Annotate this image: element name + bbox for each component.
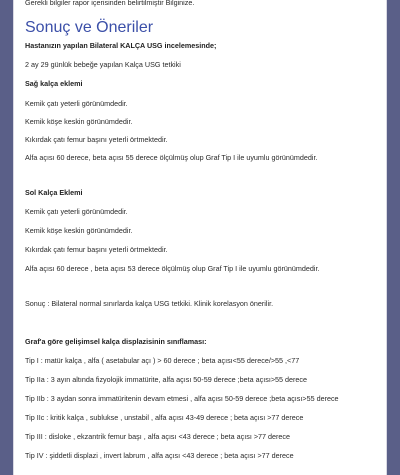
graf-heading: Graf'a göre gelişimsel kalça displazisinin sınıflaması:	[25, 337, 207, 346]
graf-type: Tip III : disloke , ekzantrik femur başı , alfa açısı <43 derece ; beta açısı >77 derece	[25, 432, 291, 441]
left-hip-item: Kemik köşe keskin görünümdedir.	[25, 226, 133, 235]
report-meta-text: Gerekli bilgiler rapor içerisinden belirtilmiştir Bilginize.	[25, 0, 195, 7]
right-hip-item: Kemik köşe keskin görünümdedir.	[25, 117, 133, 126]
left-hip-item: Alfa açısı 60 derece , beta açısı 53 derece ölçülmüş olup Graf Tip I ile uyumlu görünümdedir.	[25, 264, 320, 273]
right-hip-heading: Sağ kalça eklemi	[25, 79, 83, 88]
right-margin	[387, 0, 400, 475]
left-hip-heading: Sol Kalça Eklemi	[25, 188, 83, 197]
graf-type: Tip I : matür kalça , alfa ( asetabular açı ) > 60 derece ; beta açısı<55 derece/>55 ,<77	[25, 356, 300, 365]
patient-line: 2 ay 29 günlük bebeğe yapılan Kalça USG tetkiki	[25, 60, 181, 69]
right-hip-item: Kıkırdak çatı femur başını yeterli örtmektedir.	[25, 135, 168, 144]
right-hip-item: Kemik çatı yeterli görünümdedir.	[25, 99, 128, 108]
left-hip-item: Kıkırdak çatı femur başını yeterli örtmektedir.	[25, 245, 168, 254]
graf-type: Tip IIb : 3 aydan sonra immatüritenin devam etmesi , alfa açısı 50-59 derece ;beta açısı>55 derece	[25, 394, 339, 403]
section-title: Sonuç ve Öneriler	[25, 19, 154, 36]
graf-type: Tip IIc : kritik kalça , sublukse , unstabil , alfa açısı 43-49 derece ; beta açısı >77 derece	[25, 413, 304, 422]
report-page[interactable]	[13, 0, 387, 475]
left-margin	[0, 0, 13, 475]
graf-type: Tip IV : şiddetli displazi , invert labrum , alfa açısı <43 derece ; beta açısı >77 derece	[25, 451, 294, 460]
findings-heading: Hastanızın yapılan Bilateral KALÇA USG incelemesinde;	[25, 41, 217, 50]
left-hip-item: Kemik çatı yeterli görünümdedir.	[25, 207, 128, 216]
graf-type: Tip IIa : 3 ayın altında fizyolojik immatürite, alfa açısı 50-59 derece ;beta açısı>55 derece	[25, 375, 307, 384]
right-hip-item: Alfa açısı 60 derece, beta açısı 55 derece ölçülmüş olup Graf Tip I ile uyumlu görünümdedir.	[25, 153, 318, 162]
conclusion-text: Sonuç : Bilateral normal sınırlarda kalça USG tetkiki. Klinik korelasyon önerilir.	[25, 299, 274, 308]
